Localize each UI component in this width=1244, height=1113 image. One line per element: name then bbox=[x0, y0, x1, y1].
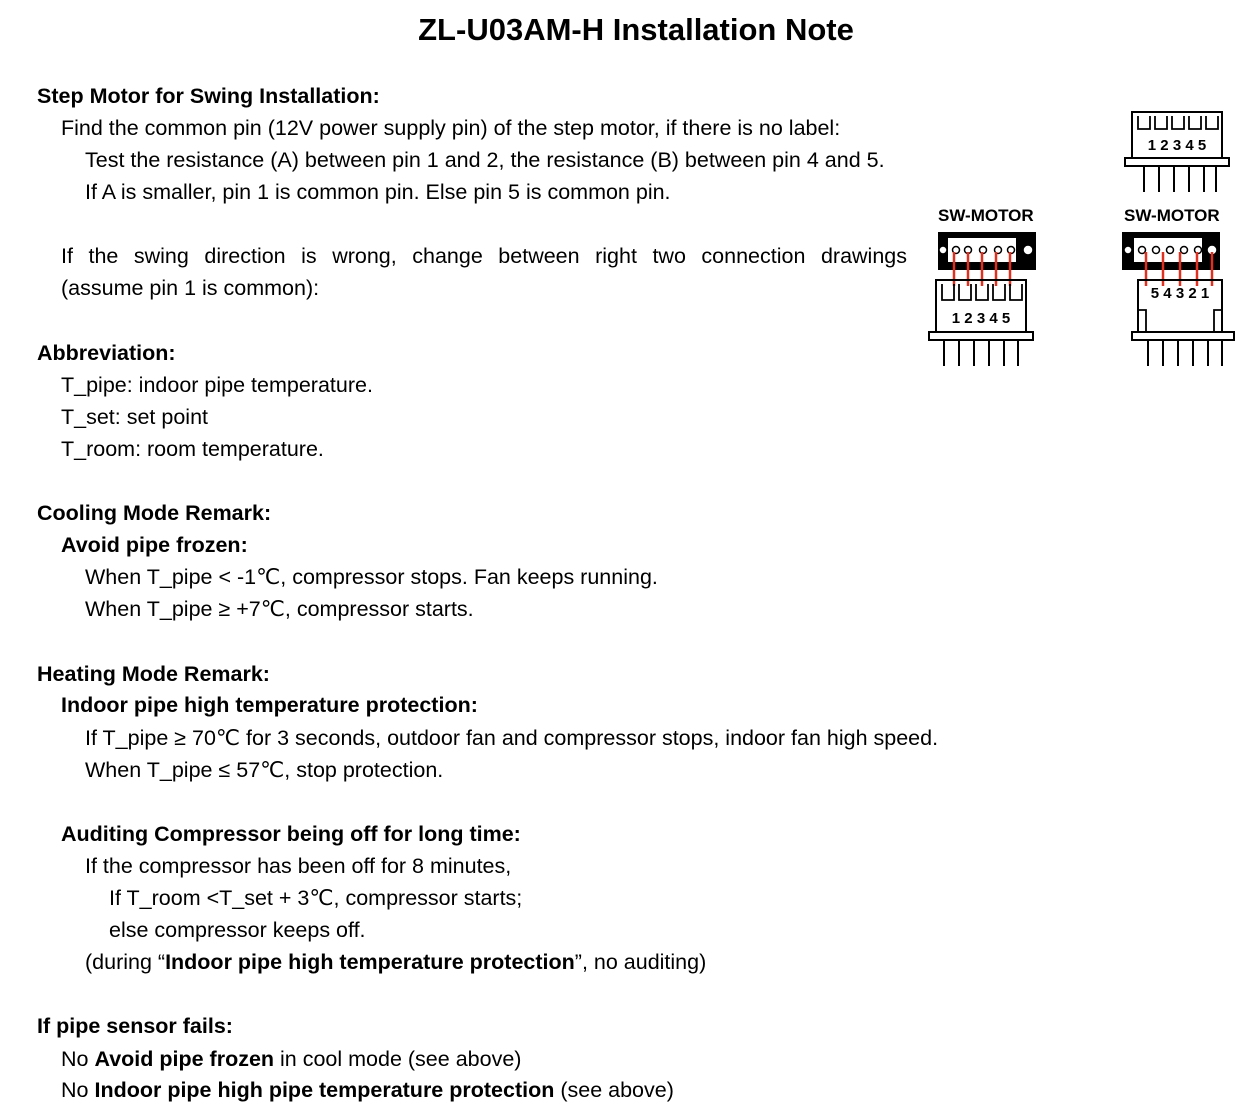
protection-line: If T_pipe ≥ 70℃ for 3 seconds, outdoor fan and compressor stops, indoor fan high speed. bbox=[85, 726, 939, 750]
auditing-line: else compressor keeps off. bbox=[109, 918, 366, 942]
sw-motor-label: SW-MOTOR bbox=[1124, 206, 1220, 225]
abbreviation-heading: Abbreviation: bbox=[37, 341, 176, 365]
sensor-fail-heading: If pipe sensor fails: bbox=[37, 1014, 233, 1038]
heating-heading: Heating Mode Remark: bbox=[37, 662, 270, 686]
page-title: ZL-U03AM-H Installation Note bbox=[418, 12, 854, 47]
auditing-line: If T_room <T_set + 3℃, compressor starts; bbox=[109, 886, 523, 910]
abbreviation-item: T_pipe: indoor pipe temperature. bbox=[61, 373, 373, 397]
swing-wrong-text: If the swing direction is wrong, change between right two connection drawings bbox=[61, 244, 907, 268]
cooling-line: When T_pipe ≥ +7℃, compressor starts. bbox=[85, 597, 474, 621]
pin-numbers-label: 5 4 3 2 1 bbox=[1150, 285, 1210, 302]
protection-line: When T_pipe ≤ 57℃, stop protection. bbox=[85, 758, 444, 782]
test-resistance-text: Test the resistance (A) between pin 1 and 2, the resistance (B) between pin 4 and 5. bbox=[85, 148, 885, 172]
sensor-fail-line: No Avoid pipe frozen in cool mode (see above) bbox=[61, 1047, 522, 1071]
auditing-heading: Auditing Compressor being off for long time: bbox=[61, 822, 521, 846]
protection-heading: Indoor pipe high temperature protection: bbox=[61, 693, 478, 717]
cooling-heading: Cooling Mode Remark: bbox=[37, 501, 272, 525]
abbreviation-item: T_room: room temperature. bbox=[61, 437, 324, 461]
pin-numbers-label: 1 2 3 4 5 bbox=[951, 310, 1011, 327]
pin-numbers-label: 1 2 3 4 5 bbox=[1147, 137, 1207, 154]
auditing-line: If the compressor has been off for 8 minutes, bbox=[85, 854, 512, 878]
assume-pin-text: (assume pin 1 is common): bbox=[61, 276, 320, 300]
step-motor-heading: Step Motor for Swing Installation: bbox=[37, 84, 380, 108]
sw-motor-label: SW-MOTOR bbox=[938, 206, 1034, 225]
find-common-text: Find the common pin (12V power supply pin) of the step motor, if there is no label: bbox=[61, 116, 841, 140]
if-a-smaller-text: If A is smaller, pin 1 is common pin. Else pin 5 is common pin. bbox=[85, 180, 671, 204]
avoid-frozen-heading: Avoid pipe frozen: bbox=[61, 533, 248, 557]
cooling-line: When T_pipe < -1℃, compressor stops. Fan keeps running. bbox=[85, 565, 658, 589]
sw-motor-right-connection-diagram bbox=[1118, 228, 1238, 368]
pin-numbering-connector-diagram bbox=[1124, 110, 1234, 194]
abbreviation-item: T_set: set point bbox=[61, 405, 208, 429]
sw-motor-left-connection-diagram bbox=[928, 228, 1040, 368]
sensor-fail-line: No Indoor pipe high pipe temperature protection (see above) bbox=[61, 1078, 674, 1102]
auditing-note: (during “Indoor pipe high temperature protection”, no auditing) bbox=[85, 950, 707, 974]
